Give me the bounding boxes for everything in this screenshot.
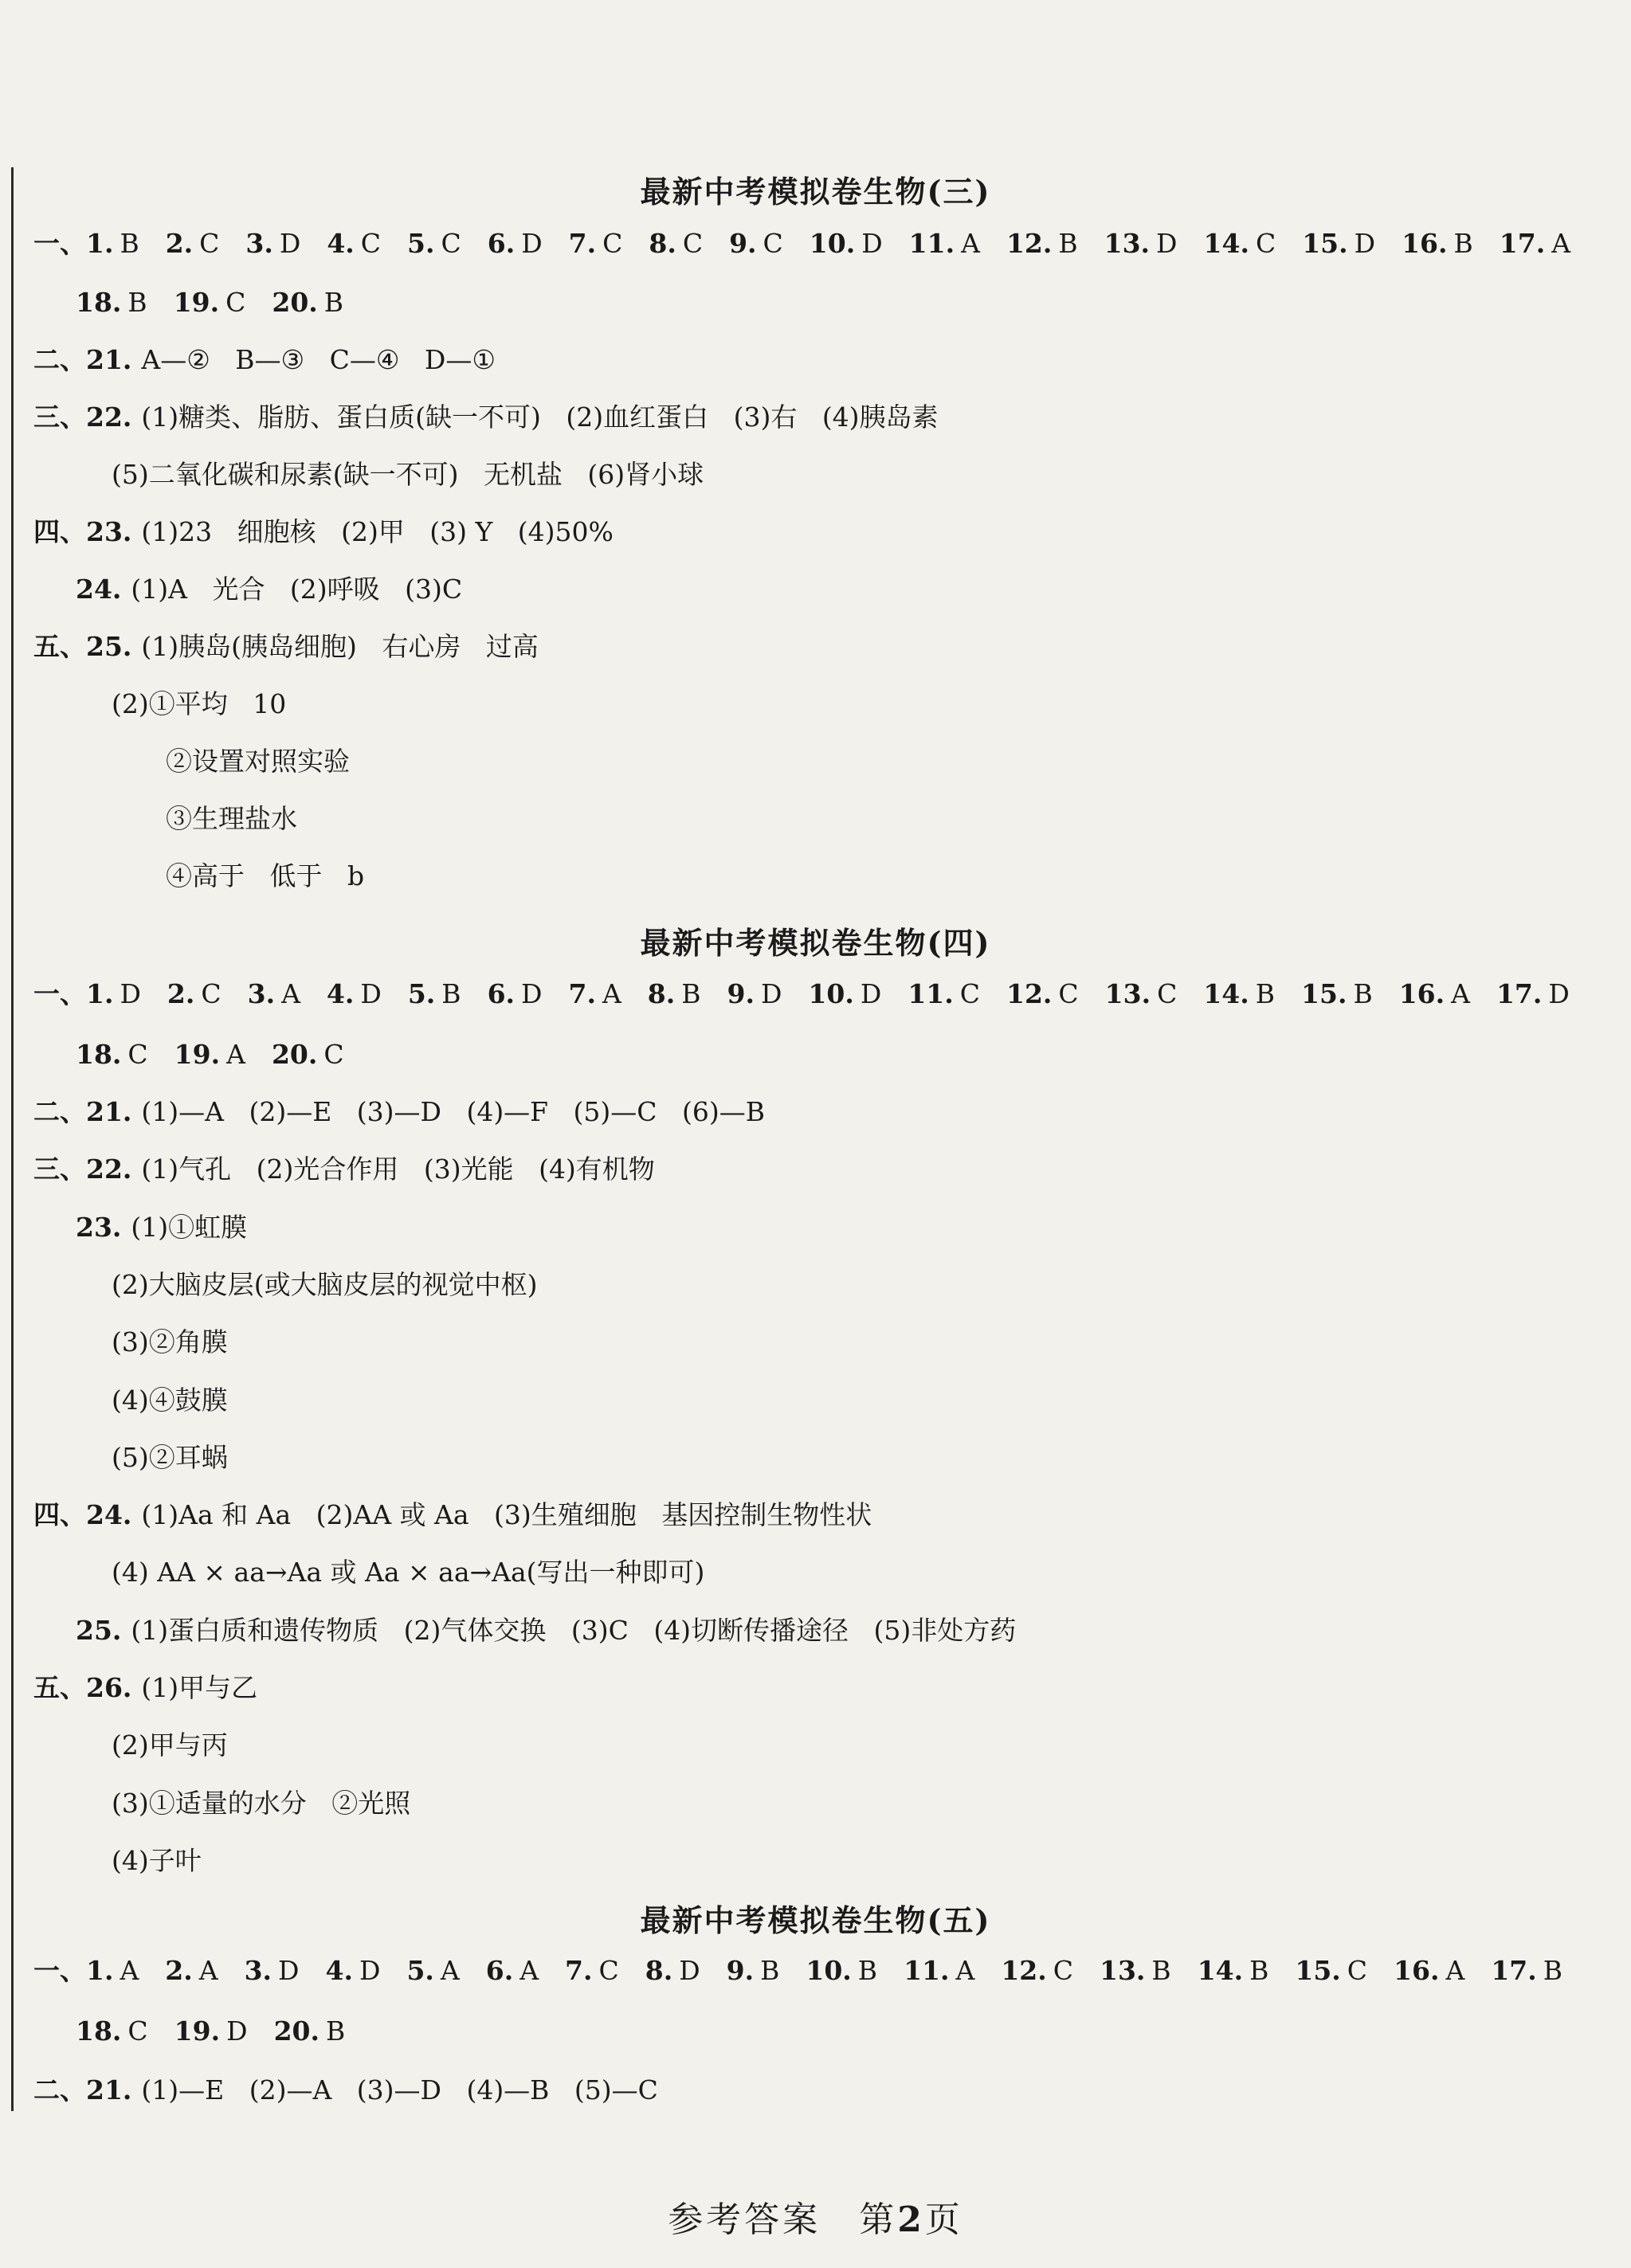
question-number: 4. (325, 1955, 353, 1986)
section-prefix: 三、 (33, 1154, 86, 1185)
mc-answer (488, 977, 543, 1012)
answer-letter: B (1058, 228, 1078, 259)
question-number: 9. (729, 228, 757, 259)
mc-answer (274, 2014, 346, 2049)
answer-line (166, 744, 350, 779)
question-number: 14. (1203, 978, 1249, 1009)
question-number: 23. (76, 1211, 122, 1243)
answer-letter: C (763, 228, 783, 259)
mc-answer (1006, 977, 1079, 1012)
answer-line (76, 1613, 1016, 1648)
mc-answer (248, 977, 300, 1012)
section-title: 最新中考模拟卷生物(四) (640, 925, 991, 961)
question-number: 7. (565, 1955, 593, 1986)
mc-answer (568, 977, 621, 1012)
answer-line (33, 2073, 658, 2108)
answer-text: A—② B—③ C—④ D—① (141, 344, 496, 375)
answer-letter: C (323, 1039, 344, 1070)
answer-letter: D (679, 1955, 700, 1986)
answer-letter: B (1255, 978, 1276, 1009)
mc-answer (1204, 226, 1276, 261)
answer-line (33, 1671, 257, 1706)
mc-answer (406, 1953, 459, 1988)
mc-answer (1491, 1953, 1562, 1988)
question-number: 10. (806, 1955, 852, 1986)
answer-letter: D (521, 228, 543, 259)
answer-text: (4) AA × aa→Aa 或 Aa × aa→Aa(写出一种即可) (112, 1557, 705, 1588)
mc-answer (1394, 1953, 1464, 1988)
answer-letter: A (602, 978, 621, 1009)
mc-answer (569, 226, 623, 261)
answer-line (112, 687, 286, 722)
mc-answer (407, 226, 461, 261)
mc-answer (1295, 1953, 1367, 1988)
answer-text: (1)①虹膜 (131, 1211, 248, 1243)
mc-answer (167, 977, 222, 1012)
answer-letter: C (127, 2015, 148, 2047)
answer-text: (1)23 细胞核 (2)甲 (3) Y (4)50% (141, 516, 614, 547)
answer-text: (4)子叶 (112, 1844, 202, 1876)
answer-letter: A (1451, 978, 1470, 1009)
question-number: 11. (908, 978, 954, 1009)
section-prefix: 一、 (33, 228, 86, 259)
mc-answer (565, 1953, 619, 1988)
answer-letter: B (857, 1955, 878, 1986)
answer-line (33, 1152, 655, 1187)
answer-text: (4)④鼓膜 (112, 1384, 228, 1416)
answer-letter: A (198, 1955, 218, 1986)
question-number: 13. (1104, 228, 1151, 259)
question-number: 16. (1394, 1955, 1440, 1986)
mc-answer (174, 2014, 248, 2049)
section-prefix: 五、 (33, 631, 86, 662)
answer-letter: C (1053, 1955, 1073, 1986)
mc-answer (488, 226, 543, 261)
answer-letter: D (360, 978, 382, 1009)
section-prefix: 三、 (33, 402, 86, 433)
answer-letter: D (278, 1955, 300, 1986)
answer-letter: C (959, 978, 980, 1009)
answer-text: (1)胰岛(胰岛细胞) 右心房 过高 (141, 631, 539, 662)
answer-letter: D (1156, 228, 1178, 259)
answer-line (112, 457, 704, 492)
question-number: 7. (568, 978, 596, 1009)
answer-letter: B (127, 287, 147, 318)
question-number: 22. (86, 1154, 132, 1185)
mc-answer (1100, 1953, 1171, 1988)
mc-answer (909, 226, 980, 261)
mc-answer (272, 1037, 344, 1072)
question-number: 8. (645, 1955, 673, 1986)
question-number: 15. (1301, 978, 1347, 1009)
question-number: 2. (165, 228, 194, 259)
mc-answer (806, 1953, 877, 1988)
mc-answers (86, 226, 1597, 261)
answer-letter: A (519, 1955, 539, 1986)
answer-letter: D (120, 978, 141, 1009)
answer-letter: C (199, 228, 220, 259)
mc-answer (808, 977, 881, 1012)
section-prefix: 五、 (33, 1672, 86, 1703)
question-number: 21. (86, 1096, 132, 1127)
question-number: 20. (273, 2015, 320, 2047)
question-number: 17. (1499, 228, 1546, 259)
question-number: 9. (726, 1955, 755, 1986)
answer-text: ④高于 低于 b (166, 860, 365, 891)
answer-letter: C (682, 228, 704, 259)
answer-letter: C (598, 1955, 619, 1986)
answer-line (112, 1843, 202, 1878)
mc-answers (86, 977, 1596, 1012)
question-number: 17. (1496, 978, 1543, 1009)
question-number: 24. (76, 574, 122, 605)
answer-line (112, 1440, 228, 1475)
question-number: 6. (485, 1955, 514, 1986)
answer-letter: A (440, 1955, 460, 1986)
answer-letter: B (760, 1955, 780, 1986)
question-number: 5. (406, 1955, 434, 1986)
answer-letter: A (1445, 1955, 1465, 1986)
answer-letter: C (360, 228, 382, 259)
section-prefix: 四、 (33, 516, 86, 547)
answer-letter: B (120, 228, 139, 259)
answer-text: ②设置对照实验 (166, 746, 350, 777)
answer-letter: D (861, 228, 883, 259)
answer-letter: B (681, 978, 701, 1009)
mc-answers (76, 285, 370, 320)
answer-letter: D (359, 1955, 381, 1986)
mc-answer (76, 2014, 148, 2049)
answer-letter: A (955, 1955, 975, 1986)
answer-letter: D (1548, 978, 1570, 1009)
question-number: 24. (86, 1499, 132, 1531)
answer-line (76, 1210, 247, 1245)
section-prefix: 一、 (33, 1955, 86, 1986)
mc-answer (86, 977, 141, 1012)
mc-answer (729, 226, 783, 261)
mc-answer (86, 226, 139, 261)
mc-answer (1198, 1953, 1269, 1988)
question-number: 12. (1001, 1955, 1047, 1986)
answer-line (33, 1498, 872, 1533)
mc-answer (76, 1037, 148, 1072)
mc-answer (245, 1953, 300, 1988)
answer-letter: B (325, 2015, 346, 2047)
section-prefix: 一、 (33, 978, 86, 1009)
section-prefix: 二、 (33, 344, 86, 375)
section-title: 最新中考模拟卷生物(三) (640, 174, 991, 210)
mc-answer (326, 1953, 381, 1988)
mc-answer (904, 1953, 974, 1988)
page-number: 2 (897, 2199, 925, 2240)
question-number: 26. (86, 1672, 132, 1703)
question-number: 11. (908, 228, 955, 259)
question-number: 18. (76, 2015, 122, 2047)
question-number: 10. (809, 228, 856, 259)
question-number: 25. (86, 631, 132, 662)
mc-row (33, 226, 1597, 261)
question-number: 14. (1203, 228, 1249, 259)
mc-answer (810, 226, 883, 261)
question-number: 1. (86, 228, 114, 259)
answer-text: (2)大脑皮层(或大脑皮层的视觉中枢) (112, 1268, 538, 1300)
mc-answer (486, 1953, 539, 1988)
question-number: 14. (1197, 1955, 1244, 1986)
mc-answer (1105, 977, 1178, 1012)
answer-letter: B (1249, 1955, 1269, 1986)
answer-letter: C (602, 228, 623, 259)
mc-row (76, 285, 370, 320)
mc-answer (272, 285, 343, 320)
answer-line (33, 400, 939, 435)
question-number: 13. (1104, 978, 1151, 1009)
answer-letter: B (1151, 1955, 1171, 1986)
answer-text: (1)甲与乙 (141, 1672, 258, 1703)
mc-answer (1006, 226, 1078, 261)
answer-text: (3)①适量的水分 ②光照 (112, 1787, 411, 1819)
question-number: 3. (244, 1955, 272, 1986)
footer-page-suffix: 页 (924, 2199, 963, 2240)
answer-letter: A (226, 1039, 245, 1070)
answer-line (166, 859, 364, 894)
answer-line (112, 1728, 228, 1763)
question-number: 5. (407, 228, 435, 259)
question-number: 19. (174, 2015, 221, 2047)
mc-answer (166, 226, 220, 261)
question-number: 10. (808, 978, 854, 1009)
mc-row (76, 2014, 371, 2049)
answer-letter: C (201, 978, 222, 1009)
answer-letter: B (323, 287, 344, 318)
answer-letter: C (1058, 978, 1079, 1009)
question-number: 9. (727, 978, 755, 1009)
answer-letter: C (441, 228, 461, 259)
mc-answers (86, 1953, 1589, 1988)
question-number: 1. (86, 1955, 114, 1986)
mc-answer (165, 1953, 218, 1988)
answer-letter: D (860, 978, 882, 1009)
mc-answer (174, 1037, 245, 1072)
mc-answer (727, 977, 782, 1012)
question-number: 15. (1295, 1955, 1341, 1986)
answer-text: (1)A 光合 (2)呼吸 (3)C (131, 574, 463, 605)
answer-line (33, 515, 614, 550)
answer-text: (1)气孔 (2)光合作用 (3)光能 (4)有机物 (141, 1154, 655, 1185)
answer-text: (1)蛋白质和遗传物质 (2)气体交换 (3)C (4)切断传播途径 (5)非处方药 (131, 1614, 1017, 1646)
footer-label: 参考答案 (668, 2199, 821, 2240)
answer-text: (5)②耳蜗 (112, 1441, 228, 1473)
answer-letter: D (1354, 228, 1376, 259)
mc-answer (1402, 226, 1473, 261)
answer-letter: A (281, 978, 300, 1009)
mc-answer (327, 226, 381, 261)
answer-letter: D (279, 228, 301, 259)
question-number: 20. (272, 287, 318, 318)
answer-letter: A (1551, 228, 1571, 259)
mc-answer (174, 285, 246, 320)
margin-line (11, 167, 14, 2111)
answer-line (112, 1786, 410, 1821)
mc-answer (245, 226, 300, 261)
answer-letter: C (1347, 1955, 1368, 1986)
answer-text: ③生理盐水 (166, 803, 297, 834)
answer-letter: C (127, 1039, 148, 1070)
question-number: 18. (76, 287, 122, 318)
section-prefix: 二、 (33, 1096, 86, 1127)
mc-answer (1203, 977, 1275, 1012)
answer-letter: D (760, 978, 782, 1009)
answer-letter: A (961, 228, 980, 259)
answer-letter: B (1543, 1955, 1562, 1986)
question-number: 3. (247, 978, 276, 1009)
answer-letter: B (441, 978, 461, 1009)
mc-answer (1301, 977, 1373, 1012)
question-number: 15. (1302, 228, 1348, 259)
section-prefix: 四、 (33, 1499, 86, 1531)
question-number: 8. (649, 228, 676, 259)
question-number: 13. (1100, 1955, 1146, 1986)
answer-letter: C (225, 287, 246, 318)
question-number: 16. (1402, 228, 1448, 259)
mc-answer (1399, 977, 1470, 1012)
answer-line (166, 801, 297, 836)
answer-line (76, 572, 462, 607)
mc-answer (648, 977, 701, 1012)
answer-line (112, 1555, 704, 1590)
question-number: 7. (568, 228, 597, 259)
answer-letter: D (226, 2015, 248, 2047)
question-number: 19. (174, 1039, 221, 1070)
question-number: 23. (86, 516, 132, 547)
question-number: 6. (487, 228, 516, 259)
question-number: 2. (165, 1955, 193, 1986)
answer-text: (1)—A (2)—E (3)—D (4)—F (5)—C (6)—B (141, 1096, 766, 1127)
answer-text: (2)①平均 10 (112, 688, 287, 719)
question-number: 8. (647, 978, 676, 1009)
answer-letter: B (1353, 978, 1373, 1009)
answer-text: (5)二氧化碳和尿素(缺一不可) 无机盐 (6)肾小球 (112, 459, 704, 490)
answer-line (33, 629, 539, 664)
question-number: 18. (76, 1039, 122, 1070)
mc-answer (1001, 1953, 1073, 1988)
mc-answer (727, 1953, 780, 1988)
answer-letter: A (120, 1955, 139, 1986)
question-number: 12. (1006, 228, 1053, 259)
mc-answer (649, 226, 703, 261)
section-prefix: 二、 (33, 2074, 86, 2105)
answer-text: (1)—E (2)—A (3)—D (4)—B (5)—C (141, 2074, 658, 2105)
question-number: 19. (173, 287, 220, 318)
question-number: 1. (86, 978, 114, 1009)
answer-text: (2)甲与丙 (112, 1729, 228, 1761)
mc-row (33, 1953, 1589, 1988)
question-number: 5. (407, 978, 436, 1009)
answer-text: (1)糖类、脂肪、蛋白质(缺一不可) (2)血红蛋白 (3)右 (4)胰岛素 (141, 402, 939, 433)
question-number: 21. (86, 2074, 132, 2105)
question-number: 3. (245, 228, 273, 259)
mc-answer (86, 1953, 139, 1988)
question-number: 21. (86, 344, 132, 375)
mc-answer (408, 977, 461, 1012)
question-number: 17. (1491, 1955, 1537, 1986)
mc-answer (908, 977, 980, 1012)
answer-line (112, 1267, 538, 1302)
page-footer (0, 2191, 1631, 2242)
mc-answer (1496, 977, 1570, 1012)
question-number: 11. (904, 1955, 950, 1986)
answer-line (112, 1383, 228, 1418)
question-number: 4. (327, 228, 355, 259)
mc-answer (1302, 226, 1375, 261)
answer-text: (1)Aa 和 Aa (2)AA 或 Aa (3)生殖细胞 基因控制生物性状 (141, 1499, 872, 1531)
answer-line (112, 1325, 228, 1360)
answer-text: (3)②角膜 (112, 1326, 228, 1358)
question-number: 12. (1006, 978, 1053, 1009)
answer-letter: C (1255, 228, 1276, 259)
question-number: 4. (326, 978, 355, 1009)
footer-page-prefix: 第 (859, 2199, 898, 2240)
question-number: 6. (487, 978, 516, 1009)
question-number: 25. (76, 1614, 122, 1646)
mc-answer (1104, 226, 1178, 261)
mc-row (33, 977, 1596, 1012)
mc-answer (76, 285, 147, 320)
question-number: 22. (86, 402, 132, 433)
question-number: 16. (1398, 978, 1445, 1009)
mc-answer (645, 1953, 700, 1988)
mc-answer (1500, 226, 1570, 261)
answer-letter: B (1453, 228, 1473, 259)
question-number: 2. (167, 978, 195, 1009)
mc-answers (76, 1037, 371, 1072)
mc-answer (327, 977, 382, 1012)
section-title: 最新中考模拟卷生物(五) (640, 1902, 991, 1938)
answer-letter: D (521, 978, 543, 1009)
mc-answers (76, 2014, 371, 2049)
answer-line (33, 1095, 765, 1130)
answer-letter: C (1157, 978, 1178, 1009)
mc-row (76, 1037, 371, 1072)
question-number: 20. (271, 1039, 318, 1070)
answer-line (33, 343, 496, 378)
